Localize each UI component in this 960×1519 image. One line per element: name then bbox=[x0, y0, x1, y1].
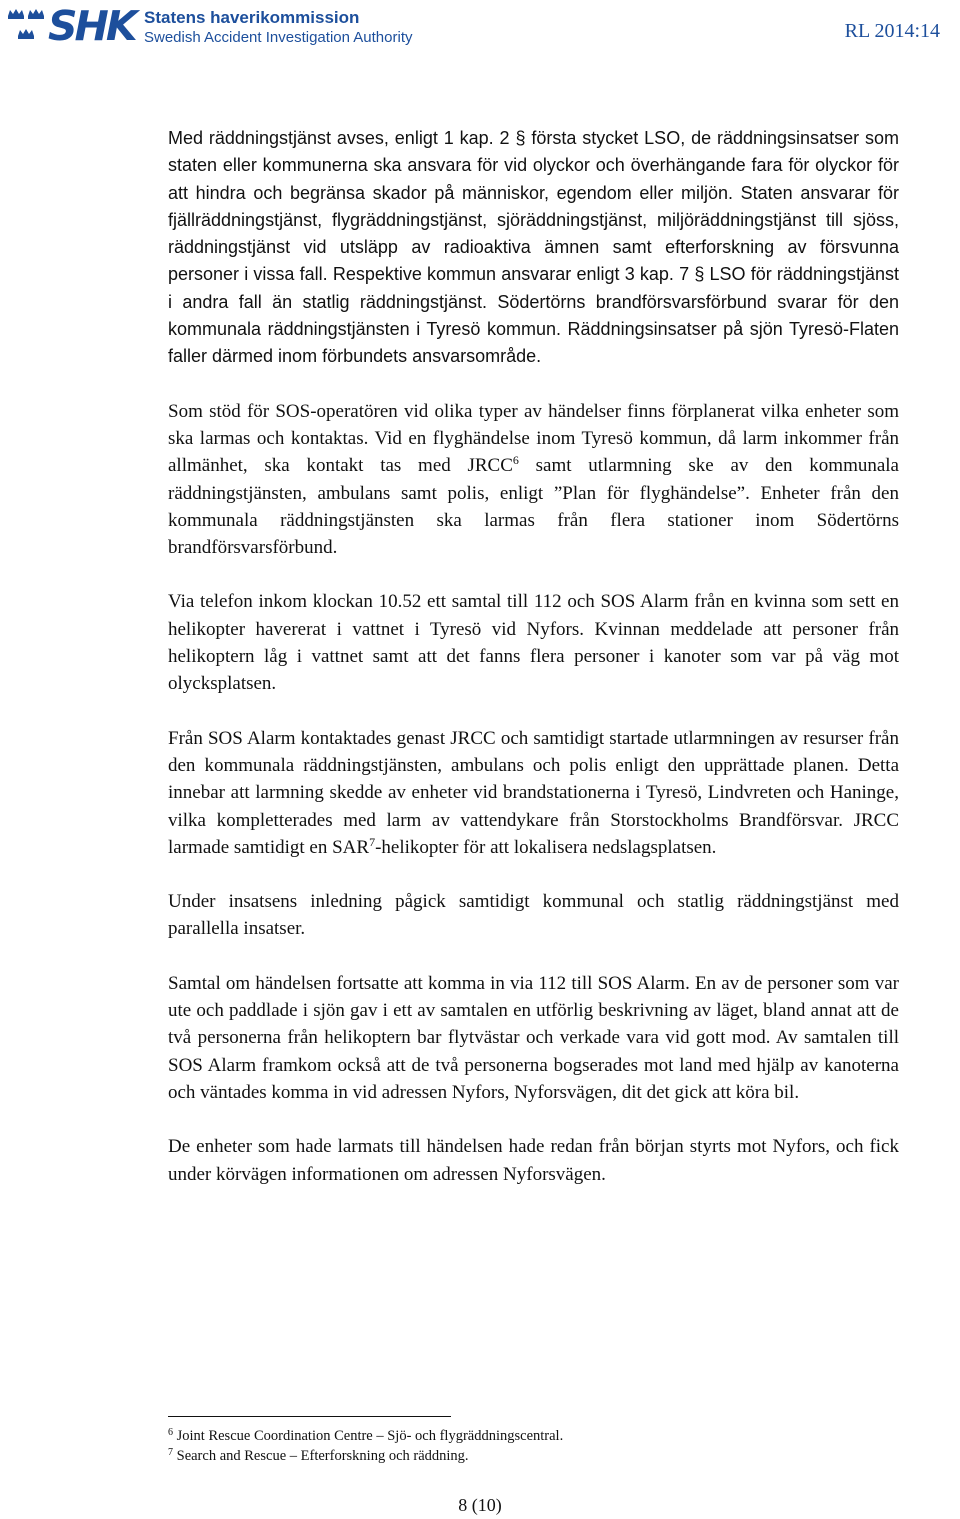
paragraph-further-calls: Samtal om händelsen fortsatte att komma in via 112 till SOS Alarm. En av de personer som var ute och paddlade i sjön gav i ett av samtalen en utförlig beskrivning av läget, bland annat att de två personerna från helikoptern bar flytvästar och verkade vara vid gott mod. Av samtalen till SOS Alarm framkom också att de två personerna bogserades mot land med hjälp av kanoterna och väntades komma in vid adressen Nyfors, Nyforsvägen, dit det gick att köra bil. bbox=[168, 972, 899, 1103]
footnotes bbox=[168, 1426, 899, 1466]
paragraph-text: Från SOS Alarm kontaktades genast JRCC och samtidigt startade utlarmningen av resurser från den kommunala räddningstjänsten, ambulans och polis enligt den upprättade planen. Detta innebar att larmning skedde av enheter vid brandstationerna i Tyresö, Lindvreten och Haninge, vilka kompletterades med larm av vattendykare från Storstockholms Brandförsvar. JRCC larmade samtidigt en SAR bbox=[168, 727, 899, 858]
paragraph-first-call: Via telefon inkom klockan 10.52 ett samtal till 112 och SOS Alarm från en kvinna som sett en helikopter havererat i vattnet i Tyresö vid Nyfors. Kvinnan meddelade att personer från helikoptern låg i vattnet samt att det fanns flera personer i kanoter som var på väg mot olycksplatsen. bbox=[168, 591, 899, 695]
three-crowns-icon bbox=[6, 6, 46, 44]
page-number: 8 (10) bbox=[458, 1495, 502, 1515]
paragraph-units-routing: De enheter som hade larmats till händelsen hade redan från början styrts mot Nyfors, och fick under körvägen informationen om adressen Nyforsvägen. bbox=[168, 1136, 899, 1185]
org-name-sv: Statens haverikommission bbox=[144, 8, 360, 27]
footnote-6 bbox=[168, 1426, 899, 1446]
footnote-text: Joint Rescue Coordination Centre – Sjö- och flygräddningscentral. bbox=[176, 1428, 564, 1444]
paragraph-text: -helikopter för att lokalisera nedslagsplatsen. bbox=[375, 836, 717, 858]
paragraph-alarm-dispatch bbox=[168, 725, 899, 861]
org-name-en: Swedish Accident Investigation Authority bbox=[144, 29, 413, 46]
paragraph-text: samt utlarmning ske av den kommunala räddningstjänsten, ambulans samt polis, enligt ”Plan för flyghändelse”. Enheter från den kommunala räddningstjänsten ska larmas från flera stationer inom Södertörns brandförsvarsförbund. bbox=[168, 455, 899, 559]
paragraph-text: Som stöd för SOS-operatören vid olika typer av händelser finns förplanerat vilka enheter som ska larmas och kontaktas. Vid en flyghändelse inom Tyresö kommun, då larm inkommer från allmänhet, ska kontakt tas med JRCC bbox=[168, 400, 899, 477]
footnote-text: Search and Rescue – Efterforskning och räddning. bbox=[176, 1448, 469, 1464]
document-body bbox=[168, 125, 899, 1215]
footnote-divider bbox=[168, 1416, 451, 1417]
shk-logo: SHK bbox=[48, 2, 135, 50]
paragraph-rescue-definition: Med räddningstjänst avses, enligt 1 kap. 2 § första stycket LSO, de räddningsinsatser som staten eller kommunerna ska ansvara för vid olyckor och överhängande fara för olyckor för att hindra och begränsa skador på människor, egendom eller miljön. Staten ansvarar för fjällräddningstjänst, flygräddningstjänst, sjöräddningstjänst, miljöräddningstjänst till sjöss, räddningstjänst vid utsläpp av radioaktiva ämnen samt efterforskning av försvunna personer i vissa fall. Respektive kommun ansvarar enligt 3 kap. 7 § LSO för räddningstjänst i andra fall än statlig räddningstjänst. Södertörns brandförsvarsförbund svarar för den kommunala räddningstjänsten i Tyresö kommun. Räddningsinsatser på sjön Tyresö-Flaten faller därmed inom förbundets ansvarsområde. bbox=[168, 128, 899, 367]
page-header bbox=[0, 0, 960, 60]
footnote-ref-6[interactable]: 6 bbox=[512, 453, 519, 468]
report-id: RL 2014:14 bbox=[844, 20, 940, 42]
footnote-7 bbox=[168, 1446, 899, 1466]
footnote-number: 7 bbox=[168, 1447, 173, 1458]
paragraph-parallel-response: Under insatsens inledning pågick samtidigt kommunal och statlig räddningstjänst med parallella insatser. bbox=[168, 891, 899, 940]
footnote-ref-7[interactable]: 7 bbox=[369, 834, 376, 849]
organization-name bbox=[144, 8, 413, 48]
paragraph-sos-support bbox=[168, 398, 899, 562]
footnote-number: 6 bbox=[168, 1427, 173, 1438]
